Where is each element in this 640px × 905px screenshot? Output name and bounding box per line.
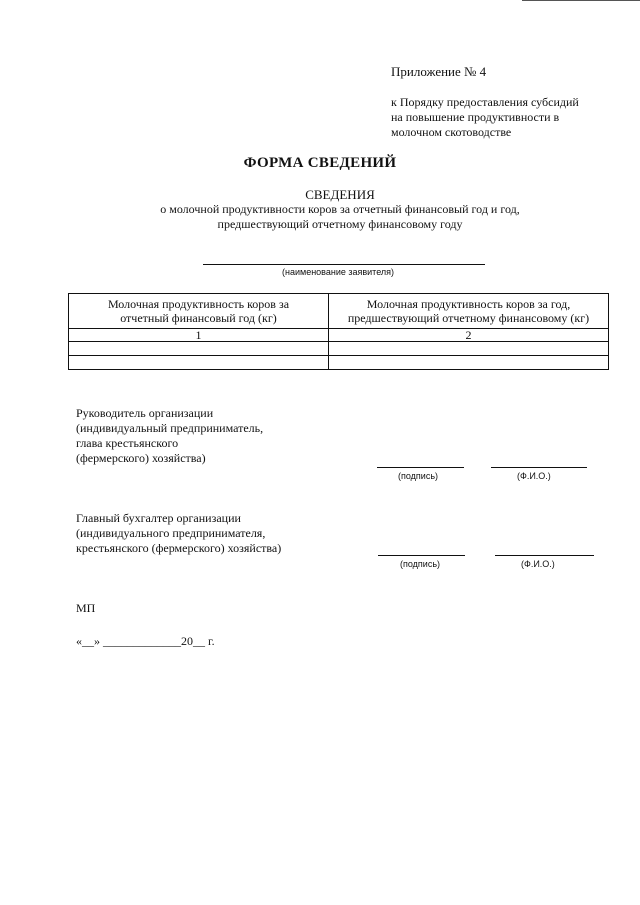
manager-signature-caption: (подпись) <box>398 471 439 481</box>
header-line: отчетный финансовый год (кг) <box>120 311 277 325</box>
subtitle-line: о молочной продуктивности коров за отчетный финансовый год и год, <box>160 202 520 216</box>
header-line: Молочная продуктивность коров за <box>107 297 290 311</box>
table-cell[interactable] <box>69 356 329 370</box>
manager-title-line: (фермерского) хозяйства) <box>76 451 206 465</box>
table-header-cell <box>69 294 329 329</box>
subtitle-line: предшествующий отчетному финансовому году <box>217 217 463 231</box>
manager-signature-field[interactable] <box>377 467 464 468</box>
accountant-signature-field[interactable] <box>378 555 465 556</box>
document-heading: СВЕДЕНИЯ <box>305 187 375 202</box>
manager-name-caption: (Ф.И.О.) <box>517 471 551 481</box>
accountant-title-line: Главный бухгалтер организации <box>76 511 241 525</box>
productivity-table <box>68 293 609 370</box>
table-header-cell <box>329 294 609 329</box>
column-number: 1 <box>69 329 329 342</box>
table-cell[interactable] <box>69 342 329 356</box>
stamp-placeholder: МП <box>76 601 96 615</box>
date-field[interactable]: «__» _____________20__ г. <box>76 634 215 648</box>
applicant-caption: (наименование заявителя) <box>282 267 395 277</box>
accountant-name-field[interactable] <box>495 555 594 556</box>
accountant-title-line: крестьянского (фермерского) хозяйства) <box>76 541 282 555</box>
table-header-row <box>69 294 609 329</box>
header-line: Молочная продуктивность коров за год, <box>366 297 571 311</box>
document-subtitle <box>0 202 640 232</box>
table-cell[interactable] <box>329 342 609 356</box>
appendix-reference-line: к Порядку предоставления субсидий <box>391 95 579 109</box>
appendix-reference <box>391 95 579 140</box>
appendix-reference-line: молочном скотоводстве <box>391 125 512 139</box>
accountant-name-caption: (Ф.И.О.) <box>521 559 555 569</box>
accountant-title <box>76 511 281 556</box>
header-line: предшествующий отчетному финансовому (кг) <box>347 311 590 325</box>
table-cell[interactable] <box>329 356 609 370</box>
manager-name-field[interactable] <box>491 467 587 468</box>
accountant-title-line: (индивидуального предпринимателя, <box>76 526 266 540</box>
applicant-name-field[interactable] <box>203 264 485 265</box>
accountant-signature-caption: (подпись) <box>400 559 441 569</box>
appendix-reference-line: на повышение продуктивности в <box>391 110 560 124</box>
manager-title <box>76 406 263 466</box>
appendix-number: Приложение № 4 <box>391 64 487 79</box>
table-row <box>69 342 609 356</box>
scan-edge-line <box>522 0 640 1</box>
column-number: 2 <box>329 329 609 342</box>
manager-title-line: глава крестьянского <box>76 436 179 450</box>
table-number-row <box>69 329 609 342</box>
manager-title-line: (индивидуальный предприниматель, <box>76 421 264 435</box>
manager-title-line: Руководитель организации <box>76 406 214 420</box>
table-row <box>69 356 609 370</box>
form-title: ФОРМА СВЕДЕНИЙ <box>243 155 397 171</box>
